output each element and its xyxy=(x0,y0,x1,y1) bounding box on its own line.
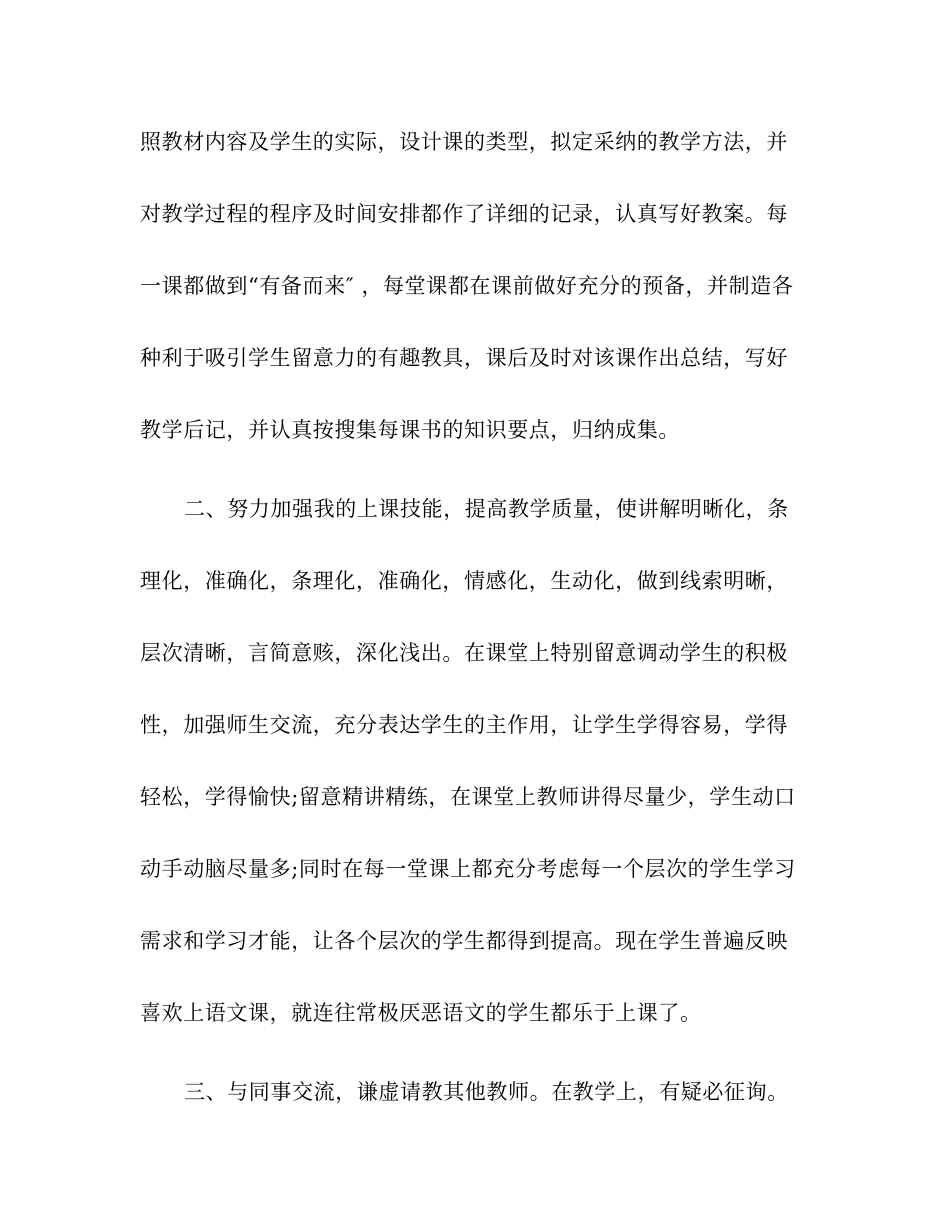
text-line: 轻松，学得愉快;留意精讲精练，在课堂上教师讲得尽量少，学生动口 xyxy=(140,785,796,809)
paragraph-start-line: 二、努力加强我的上课技能，提高教学质量，使讲解明晰化，条 xyxy=(184,497,789,521)
text-line: 喜欢上语文课，就连往常极厌恶语文的学生都乐于上课了。 xyxy=(140,1001,702,1025)
text-line: 种利于吸引学生留意力的有趣教具，课后及时对该课作出总结，写好 xyxy=(140,346,788,370)
text-line: 教学后记，并认真按搜集每课书的知识要点，归纳成集。 xyxy=(140,418,680,442)
text-line: 照教材内容及学生的实际，设计课的类型，拟定采纳的教学方法，并 xyxy=(140,130,788,154)
text-line: 一课都做到“有备而来″ ，每堂课都在课前做好充分的预备，并制造各 xyxy=(140,274,794,298)
text-line: 对教学过程的程序及时间安排都作了详细的记录，认真写好教案。每 xyxy=(140,202,788,226)
text-line: 理化，准确化，条理化，准确化，情感化，生动化，做到线索明晰， xyxy=(140,569,788,593)
text-line: 层次清晰，言简意赅，深化浅出。在课堂上特别留意调动学生的积极 xyxy=(140,641,788,665)
text-line: 动手动脑尽量多;同时在每一堂课上都充分考虑每一个层次的学生学习 xyxy=(140,857,796,881)
paragraph-start-line: 三、与同事交流，谦虚请教其他教师。在教学上，有疑必征询。 xyxy=(184,1080,789,1104)
text-line: 性，加强师生交流，充分表达学生的主作用，让学生学得容易，学得 xyxy=(140,713,788,737)
text-line: 需求和学习才能，让各个层次的学生都得到提高。现在学生普遍反映 xyxy=(140,929,788,953)
